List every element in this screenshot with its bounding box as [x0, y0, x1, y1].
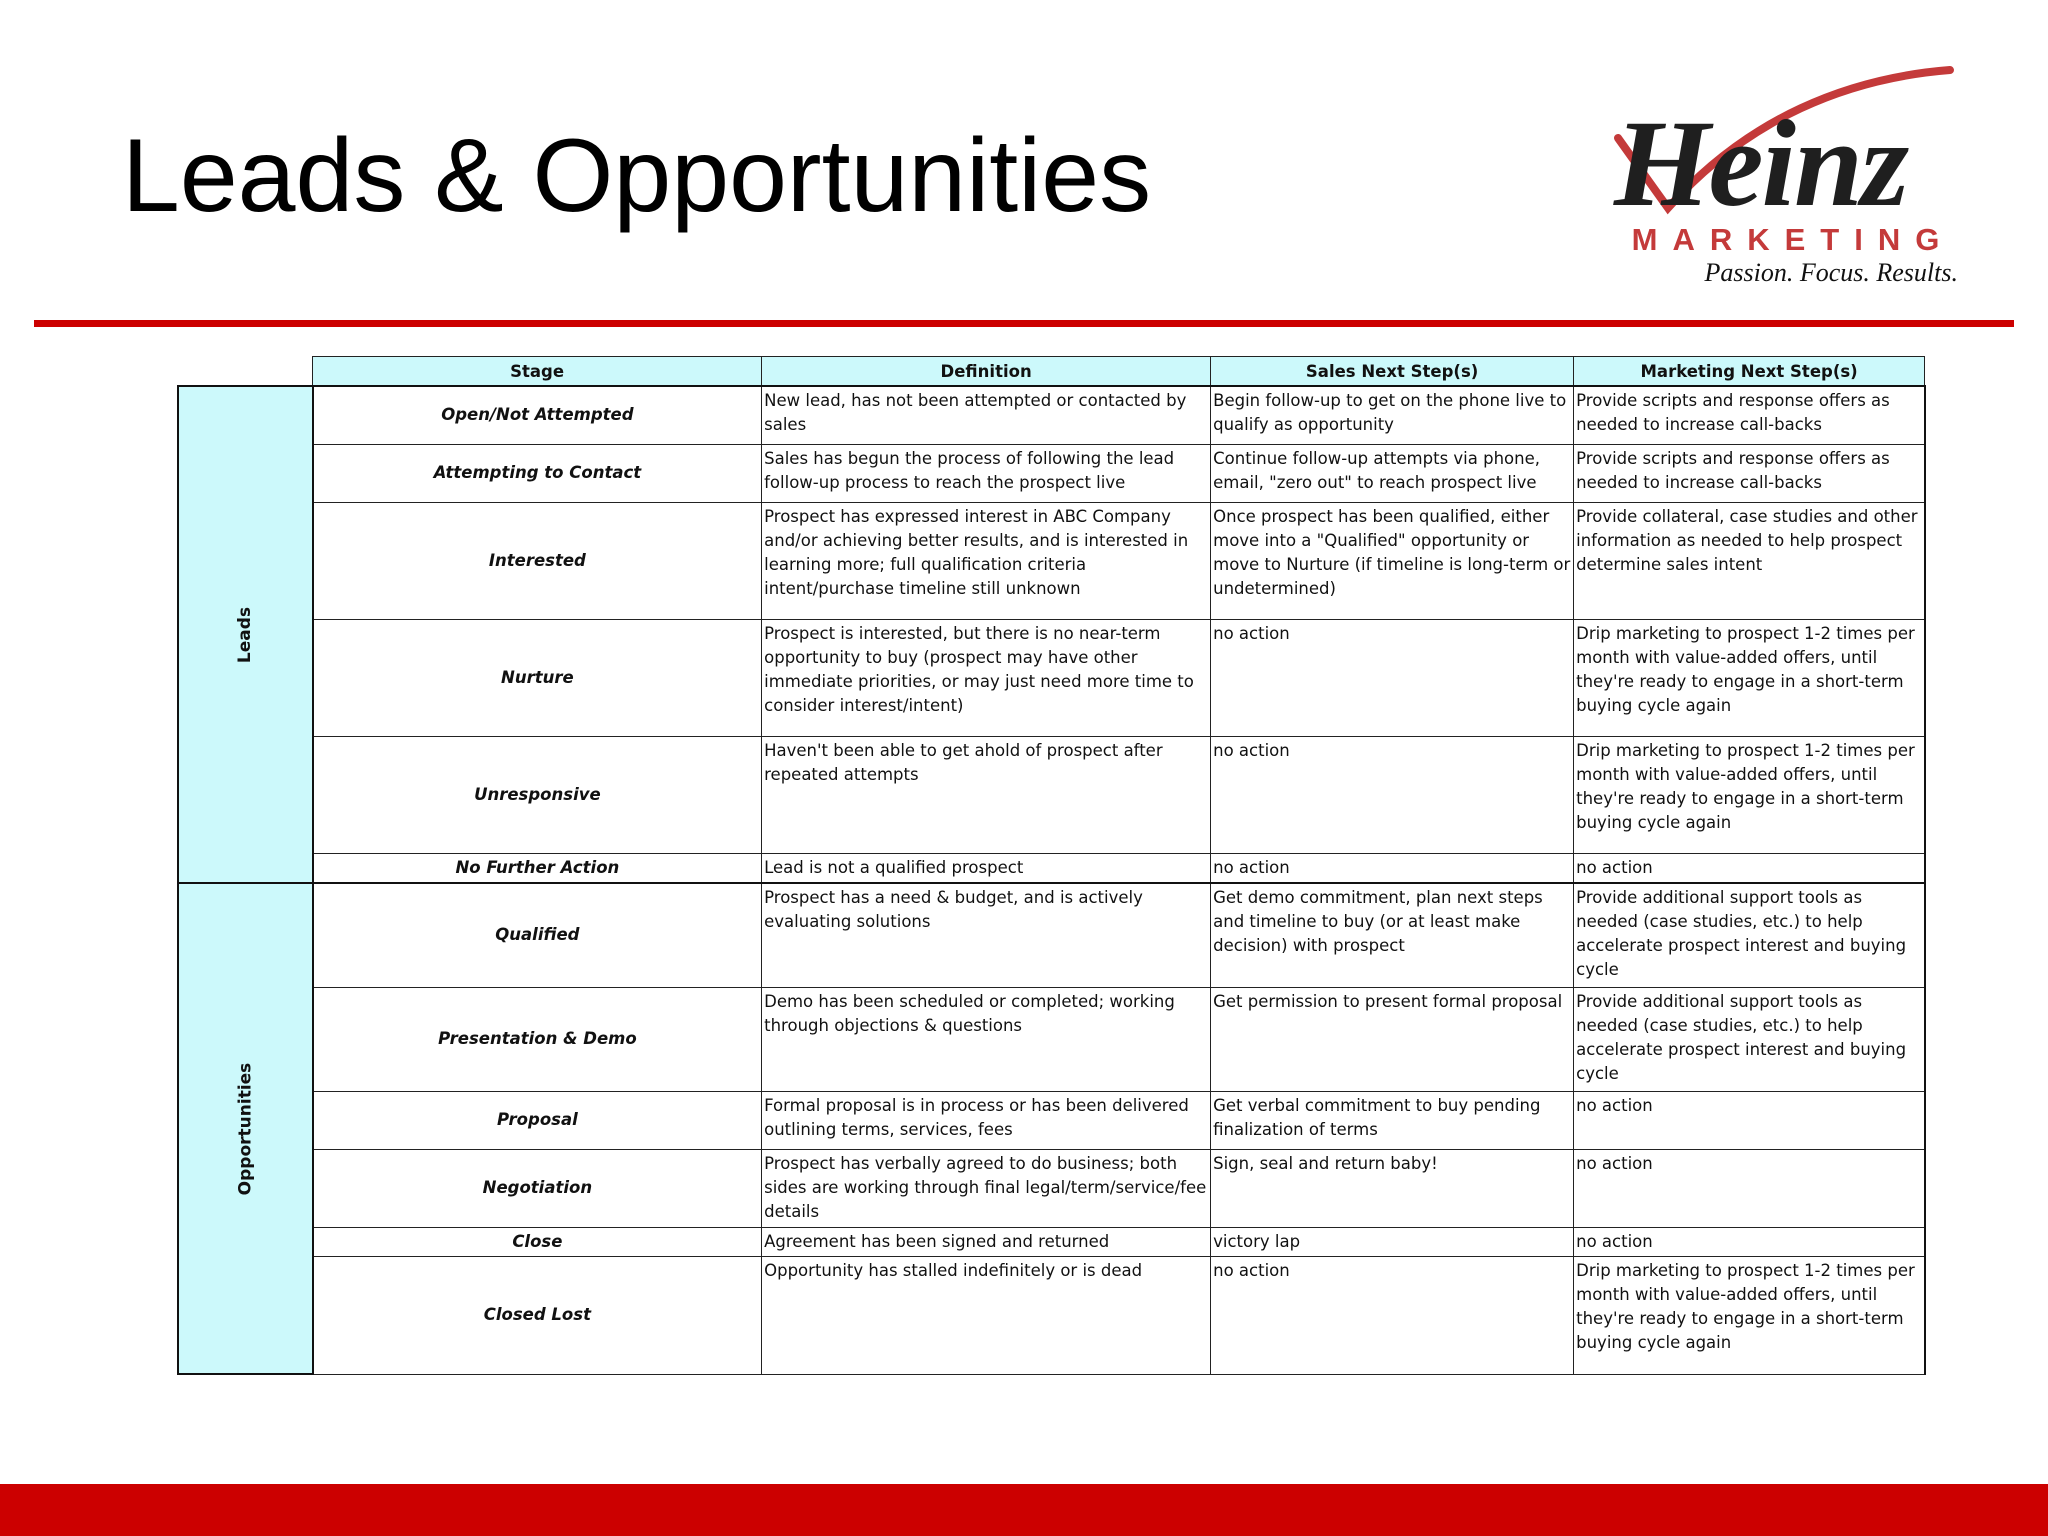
definition-cell: Haven't been able to get ahold of prospect after repeated attempts [762, 736, 1211, 853]
table-row [178, 386, 1925, 444]
logo-tagline: Passion. Focus. Results. [1704, 258, 1958, 287]
table-row [178, 502, 1925, 619]
definition-cell: Opportunity has stalled indefinitely or is dead [762, 1256, 1211, 1374]
title-divider [34, 320, 2014, 327]
definition-cell: Formal proposal is in process or has been delivered outlining terms, services, fees [762, 1091, 1211, 1149]
sales-next-step-cell: no action [1211, 853, 1574, 883]
company-logo [1598, 58, 1988, 294]
stage-cell: Closed Lost [313, 1256, 762, 1374]
definition-cell: Prospect has verbally agreed to do business; both sides are working through final legal/term/service/fee details [762, 1149, 1211, 1227]
definition-cell: Prospect has expressed interest in ABC Company and/or achieving better results, and is interested in learning more; full qualification criteria intent/purchase timeline still unknown [762, 502, 1211, 619]
definition-cell: Prospect has a need & budget, and is actively evaluating solutions [762, 883, 1211, 987]
sales-next-step-cell: Get demo commitment, plan next steps and timeline to buy (or at least make decision) with prospect [1211, 883, 1574, 987]
marketing-next-step-cell: no action [1574, 1227, 1925, 1256]
marketing-next-step-cell: Drip marketing to prospect 1-2 times per month with value-added offers, until they're ready to engage in a short-term buying cycle again [1574, 619, 1925, 736]
marketing-next-step-cell: Provide collateral, case studies and other information as needed to help prospect determine sales intent [1574, 502, 1925, 619]
group-cell [178, 386, 313, 883]
marketing-next-step-cell: Drip marketing to prospect 1-2 times per month with value-added offers, until they're ready to engage in a short-term buying cycle again [1574, 736, 1925, 853]
stage-cell: Negotiation [313, 1149, 762, 1227]
table-row [178, 987, 1925, 1091]
marketing-next-step-cell: Provide scripts and response offers as needed to increase call-backs [1574, 444, 1925, 502]
stage-cell: Presentation & Demo [313, 987, 762, 1091]
sales-next-step-cell: Once prospect has been qualified, either move into a "Qualified" opportunity or move to Nurture (if timeline is long-term or undetermined) [1211, 502, 1574, 619]
stages-table-container [177, 356, 1926, 1375]
sales-next-step-cell: Get verbal commitment to buy pending finalization of terms [1211, 1091, 1574, 1149]
table-row [178, 1227, 1925, 1256]
marketing-next-step-cell: Provide additional support tools as needed (case studies, etc.) to help accelerate prospect interest and buying cycle [1574, 987, 1925, 1091]
stage-cell: No Further Action [313, 853, 762, 883]
sales-next-step-cell: Continue follow-up attempts via phone, email, "zero out" to reach prospect live [1211, 444, 1574, 502]
marketing-next-step-cell: Drip marketing to prospect 1-2 times per month with value-added offers, until they're ready to engage in a short-term buying cycle again [1574, 1256, 1925, 1374]
stage-cell: Qualified [313, 883, 762, 987]
sales-next-step-cell: no action [1211, 1256, 1574, 1374]
sales-next-step-cell: Get permission to present formal proposal [1211, 987, 1574, 1091]
sales-next-step-cell: Sign, seal and return baby! [1211, 1149, 1574, 1227]
logo-subtitle: MARKETING [1631, 222, 1955, 257]
stage-cell: Nurture [313, 619, 762, 736]
definition-cell: Sales has begun the process of following the lead follow-up process to reach the prospect live [762, 444, 1211, 502]
stage-cell: Open/Not Attempted [313, 386, 762, 444]
group-cell [178, 883, 313, 1374]
header-corner [178, 357, 313, 387]
table-row [178, 619, 1925, 736]
definition-cell: Agreement has been signed and returned [762, 1227, 1211, 1256]
definition-cell: New lead, has not been attempted or contacted by sales [762, 386, 1211, 444]
table-body [178, 386, 1925, 1374]
header-marketing-next-steps: Marketing Next Step(s) [1574, 357, 1925, 387]
stage-cell: Close [313, 1227, 762, 1256]
stages-table [177, 356, 1926, 1375]
stage-cell: Attempting to Contact [313, 444, 762, 502]
header-definition: Definition [762, 357, 1211, 387]
table-header-row [178, 357, 1925, 387]
stage-cell: Unresponsive [313, 736, 762, 853]
table-row [178, 736, 1925, 853]
table-row [178, 853, 1925, 883]
group-label: Leads [235, 606, 256, 663]
definition-cell: Lead is not a qualified prospect [762, 853, 1211, 883]
logo-wordmark: Heinz [1614, 95, 1908, 232]
marketing-next-step-cell: no action [1574, 1091, 1925, 1149]
sales-next-step-cell: no action [1211, 736, 1574, 853]
definition-cell: Demo has been scheduled or completed; working through objections & questions [762, 987, 1211, 1091]
footer-bar [0, 1484, 2048, 1536]
sales-next-step-cell: Begin follow-up to get on the phone live to qualify as opportunity [1211, 386, 1574, 444]
marketing-next-step-cell: no action [1574, 853, 1925, 883]
sales-next-step-cell: victory lap [1211, 1227, 1574, 1256]
header-sales-next-steps: Sales Next Step(s) [1211, 357, 1574, 387]
table-row [178, 1149, 1925, 1227]
marketing-next-step-cell: Provide additional support tools as needed (case studies, etc.) to help accelerate prospect interest and buying cycle [1574, 883, 1925, 987]
page-title: Leads & Opportunities [122, 118, 1152, 234]
stage-cell: Proposal [313, 1091, 762, 1149]
sales-next-step-cell: no action [1211, 619, 1574, 736]
table-row [178, 883, 1925, 987]
stage-cell: Interested [313, 502, 762, 619]
marketing-next-step-cell: Provide scripts and response offers as needed to increase call-backs [1574, 386, 1925, 444]
header-stage: Stage [313, 357, 762, 387]
marketing-next-step-cell: no action [1574, 1149, 1925, 1227]
table-row [178, 444, 1925, 502]
group-label: Opportunities [235, 1062, 256, 1195]
table-row [178, 1256, 1925, 1374]
definition-cell: Prospect is interested, but there is no near-term opportunity to buy (prospect may have other immediate priorities, or may just need more time to consider interest/intent) [762, 619, 1211, 736]
table-row [178, 1091, 1925, 1149]
